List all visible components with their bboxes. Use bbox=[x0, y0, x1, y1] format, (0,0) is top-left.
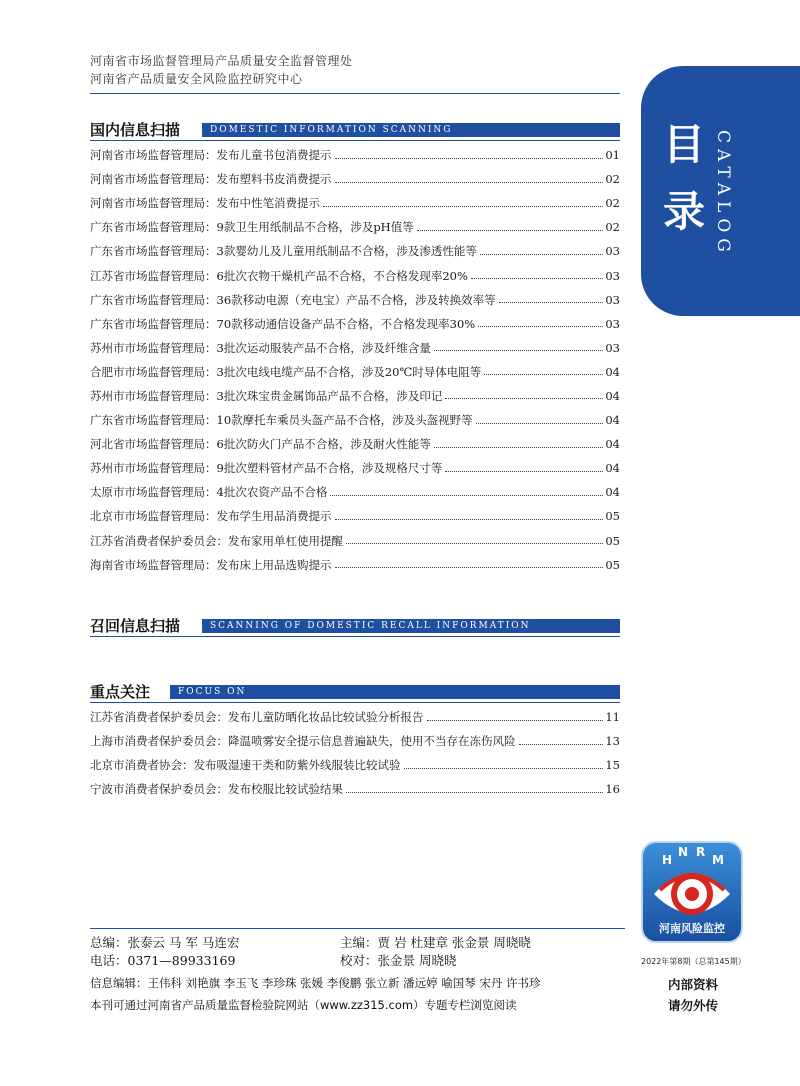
logo-letter: R bbox=[696, 845, 706, 859]
toc-entry-title: 海南省市场监督管理局：发布床上用品选购提示 bbox=[90, 557, 332, 572]
toc-entry-title: 江苏省消费者保护委员会：发布家用单杠使用提醒 bbox=[90, 533, 343, 548]
toc-entry-title: 广东省市场监督管理局：10款摩托车乘员头盔产品不合格，涉及头盔视野等 bbox=[90, 413, 473, 428]
compilers: 信息编辑：王伟科 刘艳旗 李玉飞 李珍珠 张媛 李俊鹏 张立新 潘远婷 喻国琴 宋丹 许书珍 bbox=[90, 976, 541, 990]
toc-entry[interactable] bbox=[90, 777, 620, 801]
toc-entry-page: 11 bbox=[605, 710, 620, 725]
toc-entry[interactable] bbox=[90, 729, 620, 753]
toc-entry[interactable] bbox=[90, 336, 620, 360]
toc-entry-title: 江苏省市场监督管理局：6批次衣物干燥机产品不合格，不合格发现率20% bbox=[90, 268, 468, 283]
section-title-en: SCANNING OF DOMESTIC RECALL INFORMATION bbox=[210, 621, 531, 631]
catalog-title-char-2: 录 bbox=[663, 187, 706, 236]
section-title-en: FOCUS ON bbox=[178, 687, 247, 697]
toc-entry[interactable] bbox=[90, 312, 620, 336]
toc-leader-dots bbox=[335, 158, 604, 159]
toc-entry-page: 02 bbox=[605, 220, 620, 235]
toc-leader-dots bbox=[335, 182, 604, 183]
section-title-en: DOMESTIC INFORMATION SCANNING bbox=[210, 125, 453, 135]
toc-entry-title: 河南省市场监督管理局：发布中性笔消费提示 bbox=[90, 196, 320, 211]
toc-entry[interactable] bbox=[90, 215, 620, 239]
toc-leader-dots bbox=[478, 326, 603, 327]
section-title: 召回信息扫描 bbox=[90, 617, 181, 635]
section-rule bbox=[90, 702, 620, 703]
toc-entry-page: 05 bbox=[605, 509, 620, 524]
toc-leader-dots bbox=[330, 495, 603, 496]
toc-entry-page: 03 bbox=[605, 292, 620, 307]
toc-leader-dots bbox=[484, 374, 603, 375]
toc-entry-page: 04 bbox=[605, 364, 620, 379]
toc-entry-page: 02 bbox=[605, 196, 620, 211]
catalog-tab bbox=[641, 66, 800, 316]
section-header-domestic bbox=[90, 119, 620, 141]
section-rule bbox=[90, 140, 620, 141]
phone: 电话：0371—89933169 bbox=[90, 953, 236, 968]
toc-entry-page: 05 bbox=[605, 557, 620, 572]
toc-entry-page: 04 bbox=[605, 485, 620, 500]
toc-leader-dots bbox=[445, 398, 603, 399]
toc-leader-dots bbox=[417, 230, 604, 231]
logo-letter: H bbox=[662, 853, 673, 867]
org-name-line2: 河南省产品质量安全风险监控研究中心 bbox=[90, 72, 303, 86]
toc-leader-dots bbox=[480, 254, 604, 255]
toc-entry-page: 04 bbox=[605, 388, 620, 403]
toc-entry-title: 苏州市市场监督管理局：3批次珠宝贵金属饰品产品不合格，涉及印记 bbox=[90, 388, 443, 403]
toc-entry-page: 01 bbox=[605, 148, 620, 163]
header-rule bbox=[90, 93, 620, 94]
proofreader: 校对：张金景 周晓晓 bbox=[340, 953, 457, 968]
toc-entry-page: 04 bbox=[605, 461, 620, 476]
hnrm-logo bbox=[640, 840, 744, 944]
credits-rule bbox=[90, 928, 625, 929]
toc-entry-page: 05 bbox=[605, 533, 620, 548]
section-header-focus bbox=[90, 681, 620, 703]
toc-entry-page: 04 bbox=[605, 437, 620, 452]
section-rule bbox=[90, 636, 620, 637]
website-note: 本刊可通过河南省产品质量监督检验院网站（www.zz315.com）专题专栏浏览阅读 bbox=[90, 998, 517, 1012]
toc-entry-page: 03 bbox=[605, 268, 620, 283]
toc-leader-dots bbox=[427, 720, 604, 721]
toc-entry-title: 江苏省消费者保护委员会：发布儿童防晒化妆品比较试验分析报告 bbox=[90, 710, 424, 725]
toc-leader-dots bbox=[445, 471, 603, 472]
toc-entry[interactable] bbox=[90, 529, 620, 553]
toc-entry[interactable] bbox=[90, 705, 620, 729]
toc-entry-title: 广东省市场监督管理局：3款婴幼儿及儿童用纸制品不合格，涉及渗透性能等 bbox=[90, 244, 477, 259]
catalog-title-en: CATALOG bbox=[713, 130, 733, 258]
section-title: 重点关注 bbox=[90, 683, 151, 701]
toc-leader-dots bbox=[335, 519, 604, 520]
toc-entry[interactable] bbox=[90, 553, 620, 577]
toc-leader-dots bbox=[499, 302, 604, 303]
toc-entry-page: 02 bbox=[605, 172, 620, 187]
section-en-bar bbox=[202, 123, 620, 137]
toc-entry-title: 广东省市场监督管理局：36款移动电源（充电宝）产品不合格，涉及转换效率等 bbox=[90, 292, 496, 307]
section-title: 国内信息扫描 bbox=[90, 121, 181, 139]
issue-info: 2022年第8期（总第145期） bbox=[641, 957, 746, 966]
toc-entry-title: 合肥市市场监督管理局：3批次电线电缆产品不合格，涉及20℃时导体电阻等 bbox=[90, 364, 482, 379]
toc-entry-title: 太原市市场监督管理局：4批次农资产品不合格 bbox=[90, 485, 328, 500]
toc-leader-dots bbox=[434, 350, 604, 351]
catalog-title-char-1: 目 bbox=[663, 120, 706, 169]
notice-internal: 内部资料 bbox=[667, 977, 718, 992]
toc-entry-page: 04 bbox=[605, 413, 620, 428]
toc-leader-dots bbox=[476, 423, 604, 424]
toc-entry-title: 广东省市场监督管理局：70款移动通信设备产品不合格，不合格发现率30% bbox=[90, 316, 476, 331]
section-en-bar bbox=[170, 685, 620, 699]
toc-entry[interactable] bbox=[90, 143, 620, 167]
toc-leader-dots bbox=[323, 206, 603, 207]
toc-leader-dots bbox=[335, 567, 604, 568]
toc-entry-page: 16 bbox=[605, 782, 620, 797]
toc-list-domestic bbox=[90, 143, 620, 577]
logo-letter: M bbox=[712, 853, 724, 867]
toc-leader-dots bbox=[346, 543, 603, 544]
notice-no-distribution: 请勿外传 bbox=[667, 998, 718, 1013]
toc-entry[interactable] bbox=[90, 432, 620, 456]
toc-entry[interactable] bbox=[90, 753, 620, 777]
toc-leader-dots bbox=[519, 744, 604, 745]
toc-list-focus bbox=[90, 705, 620, 801]
toc-entry[interactable] bbox=[90, 288, 620, 312]
toc-entry-page: 13 bbox=[605, 734, 620, 749]
logo-caption: 河南风险监控 bbox=[659, 922, 725, 935]
toc-entry[interactable] bbox=[90, 504, 620, 528]
toc-entry[interactable] bbox=[90, 360, 620, 384]
toc-entry-title: 苏州市市场监督管理局：9批次塑料管材产品不合格，涉及规格尺寸等 bbox=[90, 461, 443, 476]
toc-entry-page: 15 bbox=[605, 758, 620, 773]
toc-leader-dots bbox=[346, 792, 603, 793]
toc-entry[interactable] bbox=[90, 191, 620, 215]
toc-leader-dots bbox=[434, 447, 604, 448]
toc-entry-title: 宁波市消费者保护委员会：发布校服比较试验结果 bbox=[90, 782, 343, 797]
section-header-recall bbox=[90, 615, 620, 637]
toc-entry-title: 河北省市场监督管理局：6批次防火门产品不合格，涉及耐火性能等 bbox=[90, 437, 431, 452]
toc-entry[interactable] bbox=[90, 480, 620, 504]
toc-entry-title: 北京市消费者协会：发布吸湿速干类和防紫外线服装比较试验 bbox=[90, 758, 401, 773]
toc-leader-dots bbox=[471, 278, 603, 279]
toc-entry-title: 北京市市场监督管理局：发布学生用品消费提示 bbox=[90, 509, 332, 524]
toc-entry[interactable] bbox=[90, 263, 620, 287]
toc-entry[interactable] bbox=[90, 239, 620, 263]
chief-editor: 总编：张泰云 马 军 马连宏 bbox=[90, 935, 240, 950]
editor: 主编：贾 岩 杜建章 张金景 周晓晓 bbox=[340, 935, 531, 950]
toc-entry-title: 上海市消费者保护委员会：降温喷雾安全提示信息普遍缺失，使用不当存在冻伤风险 bbox=[90, 734, 516, 749]
org-name-line1: 河南省市场监督管理局产品质量安全监督管理处 bbox=[90, 54, 353, 68]
logo-letter: N bbox=[678, 845, 689, 859]
toc-entry-title: 河南省市场监督管理局：发布儿童书包消费提示 bbox=[90, 148, 332, 163]
toc-entry-page: 03 bbox=[605, 340, 620, 355]
section-en-bar bbox=[202, 619, 620, 633]
toc-entry[interactable] bbox=[90, 384, 620, 408]
toc-entry[interactable] bbox=[90, 167, 620, 191]
toc-entry-title: 广东省市场监督管理局：9款卫生用纸制品不合格，涉及pH值等 bbox=[90, 220, 414, 235]
toc-entry-page: 03 bbox=[605, 244, 620, 259]
toc-entry[interactable] bbox=[90, 456, 620, 480]
toc-entry[interactable] bbox=[90, 408, 620, 432]
toc-entry-title: 苏州市市场监督管理局：3批次运动服装产品不合格，涉及纤维含量 bbox=[90, 340, 431, 355]
toc-entry-title: 河南省市场监督管理局：发布塑料书皮消费提示 bbox=[90, 172, 332, 187]
toc-leader-dots bbox=[404, 768, 604, 769]
toc-entry-page: 03 bbox=[605, 316, 620, 331]
